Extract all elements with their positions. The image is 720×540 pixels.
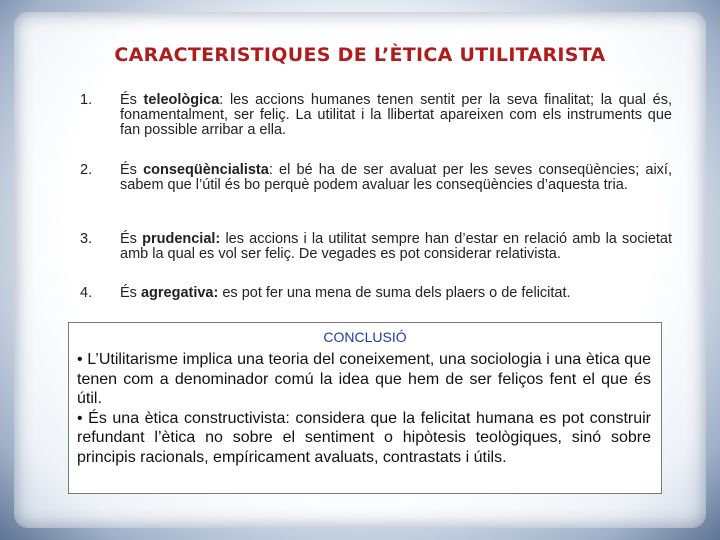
item-prefix: És — [120, 285, 141, 301]
conclusion-paragraph-2: • És una ètica constructivista: considera que la felicitat humana es pot construir refundant l’ètica no sobre el sentiment o hipòtesis teològiques, sinó sobre principis racionals, empíricament avaluats, contrastats i útils. — [77, 409, 651, 466]
item-text: les accions i la utilitat sempre han d’estar en relació amb la societat amb la qual es vol ser feliç. De vegades es pot considerar relativista. — [120, 231, 673, 262]
conclusion-text — [77, 350, 651, 467]
item-keyword: agregativa: — [140, 285, 219, 301]
item-keyword: conseqüèncialista — [143, 162, 269, 178]
item-number: 1. — [80, 92, 93, 108]
item-body — [120, 286, 672, 301]
item-number: 4. — [80, 285, 93, 301]
slide-title: CARACTERISTIQUES DE L’ÈTICA UTILITARISTA — [114, 44, 606, 66]
item-text: : les accions humanes tenen sentit per la seva finalitat; la qual és, fonamentalment, ser feliç. La utilitat i la llibertat apareixen com els instruments que fan possible arribar a ella. — [120, 92, 672, 138]
item-body — [120, 232, 672, 262]
item-body — [120, 163, 672, 193]
item-prefix: És — [120, 231, 143, 247]
item-number: 3. — [80, 231, 93, 247]
item-text: : el bé ha de ser avaluat per les seves conseqüències; així, sabem que l’útil és bo perquè podem avaluar les conseqüències d’aquesta tria. — [120, 162, 672, 193]
item-number: 2. — [80, 162, 93, 178]
item-body — [120, 93, 672, 138]
item-prefix: És — [120, 162, 144, 178]
conclusion-box — [68, 322, 662, 494]
item-text: es pot fer una mena de suma dels plaers o de felicitat. — [218, 285, 571, 301]
item-prefix: És — [120, 92, 144, 108]
conclusion-title: CONCLUSIÓ — [323, 329, 407, 345]
item-keyword: teleològica — [143, 92, 220, 108]
item-keyword: prudencial: — [142, 231, 221, 247]
conclusion-paragraph-1: • L’Utilitarisme implica una teoria del coneixement, una sociologia i una ètica que tenen com a denominador comú la idea que hem de ser feliços fent el que és útil. — [77, 351, 651, 407]
